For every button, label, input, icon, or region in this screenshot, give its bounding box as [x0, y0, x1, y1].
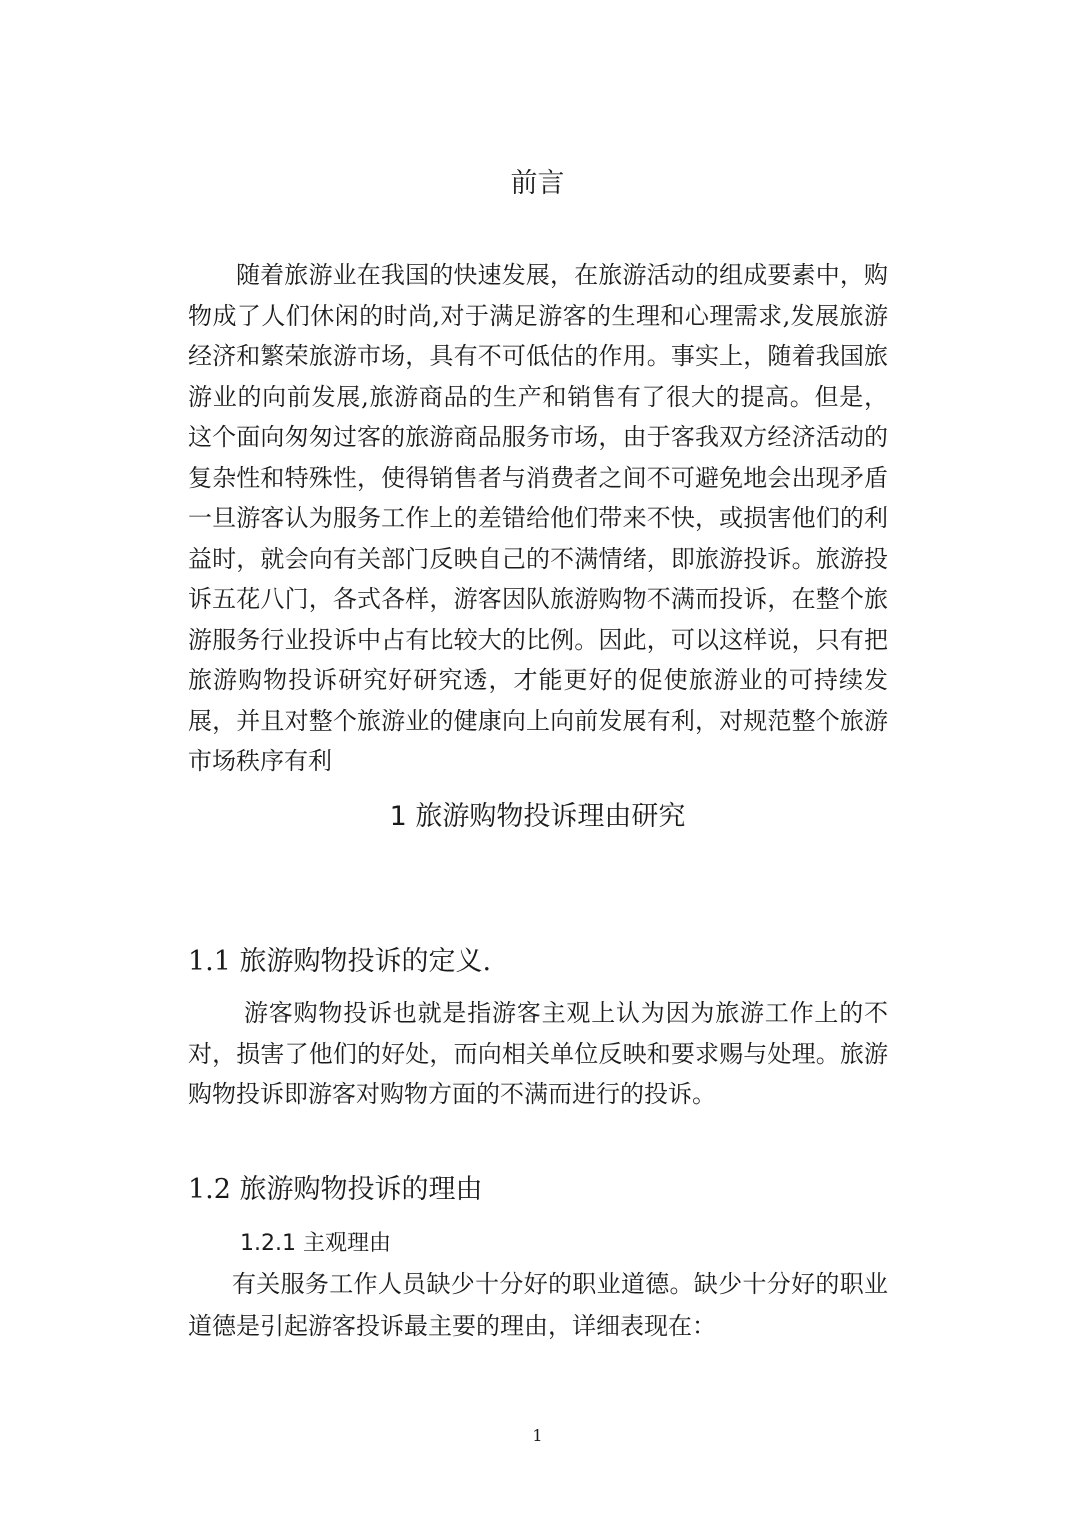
section-heading-1-1: 1.1 旅游购物投诉的定义. [188, 946, 492, 977]
subsection-heading-1-2-1: 1.2.1 主观理由 [240, 1231, 391, 1256]
definition-paragraph: 游客购物投诉也就是指游客主观上认为因为旅游工作上的不对，损害了他们的好处，而向相关单位反映和要求赐与处理。旅游购物投诉即游客对购物方面的不满而进行的投诉。 [188, 999, 888, 1108]
page-title: 前言 [510, 168, 565, 199]
intro-paragraph: 随着旅游业在我国的快速发展，在旅游活动的组成要素中，购物成了人们休闲的时尚,对于满足游客的生理和心理需求,发展旅游经济和繁荣旅游市场，具有不可低估的作用。事实上，随着我国旅游业的向前发展,旅游商品的生产和销售有了很大的提高。但是，这个面向匆匆过客的旅游商品服务市场，由于客我双方经济活动的复杂性和特殊性，使得销售者与消费者之间不可避免地会出现矛盾一旦游客认为服务工作上的差错给他们带来不快，或损害他们的利益时，就会向有关部门反映自己的不满情绪，即旅游投诉。旅游投诉五花八门，各式各样，游客因队旅游购物不满而投诉，在整个旅游服务行业投诉中占有比较大的比例。因此，可以这样说，只有把旅游购物投诉研究好研究透，才能更好的促使旅游业的可持续发展，并且对整个旅游业的健康向上向前发展有利，对规范整个旅游市场秩序有利 [188, 261, 888, 775]
reason-paragraph: 有关服务工作人员缺少十分好的职业道德。缺少十分好的职业道德是引起游客投诉最主要的理由，详细表现在： [188, 1270, 888, 1340]
section-heading-1-2: 1.2 旅游购物投诉的理由 [188, 1174, 483, 1205]
page-number: 1 [532, 1426, 543, 1445]
chapter-heading: 1 旅游购物投诉理由研究 [389, 801, 686, 832]
